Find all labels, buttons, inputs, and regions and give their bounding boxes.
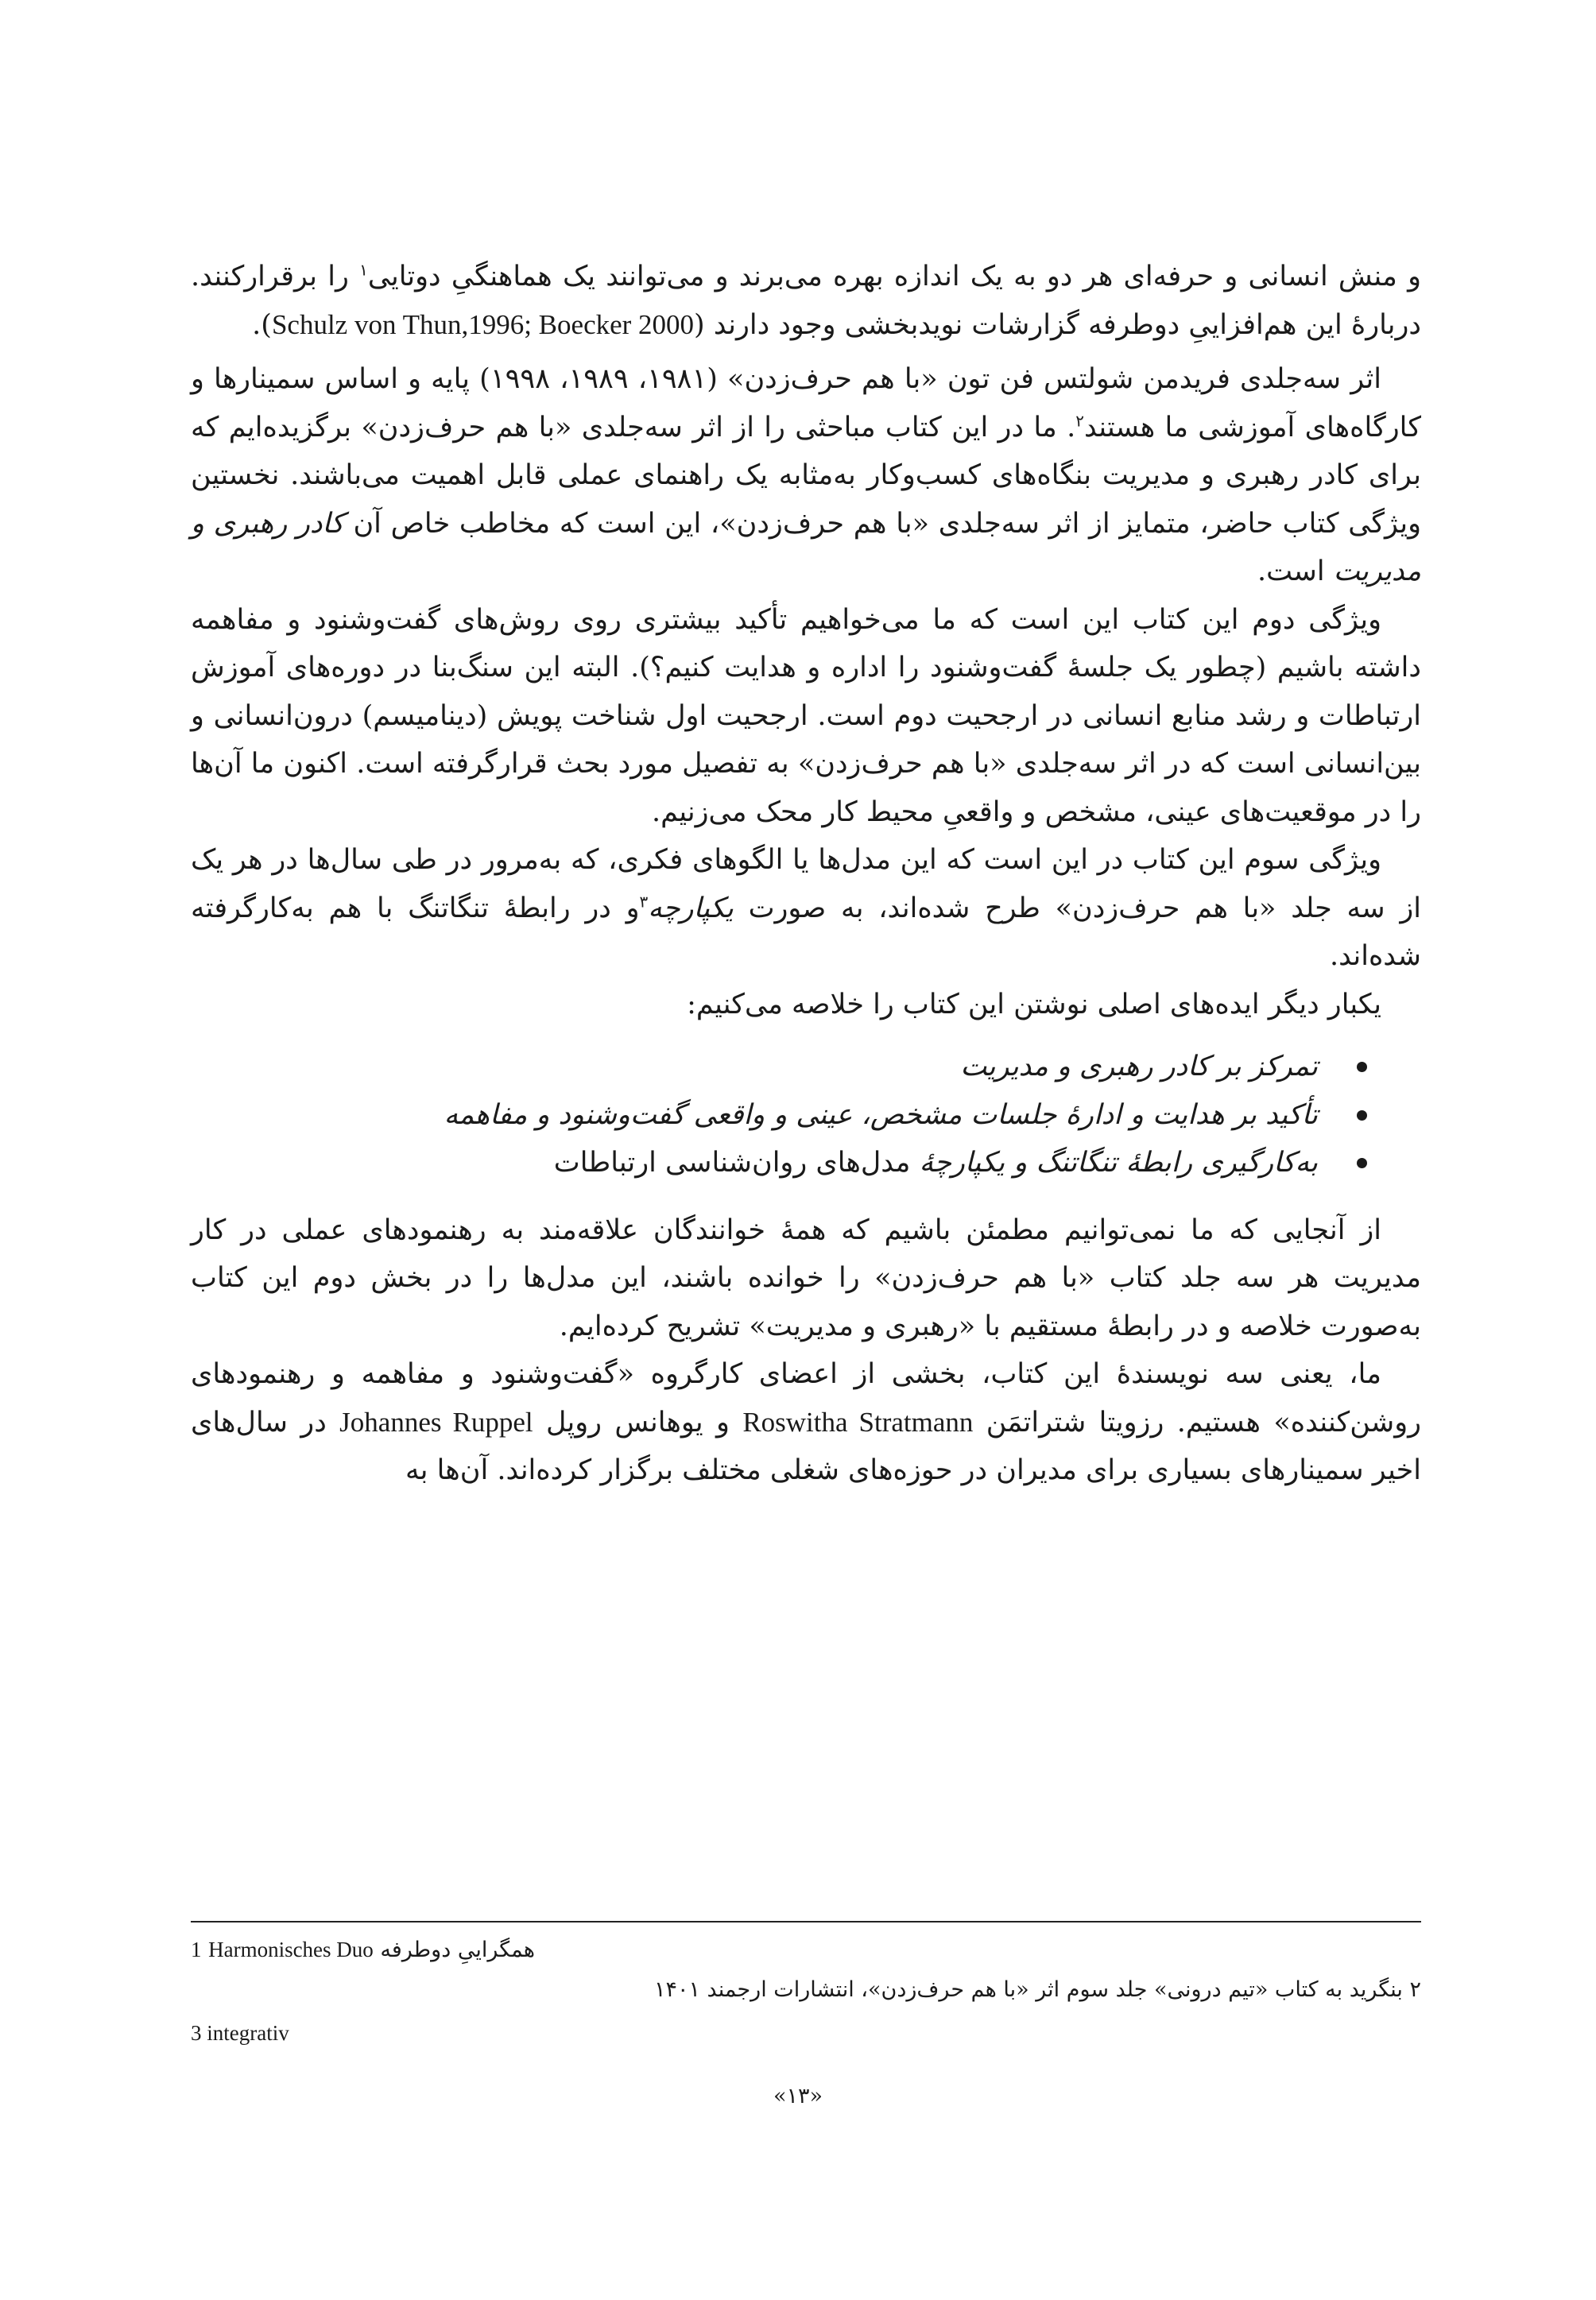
paragraph-3: ویژگی دوم این کتاب این است که ما می‌خواهیم تأکید بیشتری روی روش‌های گفت‌وشنود و مفاهمه داشته باشیم (چطور یک جلسهٔ گفت‌وشنود را اداره و هدایت کنیم؟). البته این سنگ‌بنا در دوره‌های آموزش ارتباطات و رشد منابع انسانی در ارجحیت دوم است. ارجحیت اول شناخت پویش (دینامیسم) درون‌انسانی و بین‌انسانی است که در اثر سه‌جلدی «با هم حرف‌زدن» به تفصیل مورد بحث قرارگرفته است. اکنون ما آن‌ها را در موقعیت‌های عینی، مشخص و واقعیِ محیط کار محک می‌زنیم. — [191, 603, 1421, 828]
citation: Schulz von Thun,1996; Boecker 2000 — [271, 308, 695, 340]
bullet-list — [191, 1043, 1421, 1187]
paragraph-2: اثر سه‌جلدی فریدمن شولتس فن تون «با هم حرف‌زدن» (۱۹۸۱، ۱۹۸۹، ۱۹۹۸) پایه و اساس سمینارها و کارگاه‌های آموزشی ما هستند$^۲$. ما در این کتاب مباحثی را از اثر سه‌جلدی «با هم حرف‌زدن» برگزیده‌ایم که برای کادر رهبری و مدیریت بنگاه‌های کسب‌وکار به‌مثابه یک راهنمای عملی قابل اهمیت می‌باشند. نخستین ویژگی کتاب حاضر، متمایز از اثر سه‌جلدی «با هم حرف‌زدن»، این است که مخاطب خاص آن کادر رهبری و مدیریت است. — [191, 363, 1422, 587]
emphasis-leadership: کادر رهبری و مدیریت — [191, 507, 1421, 587]
page-number: «۱۳» — [773, 2084, 823, 2108]
emphasis-integrated: یکپارچه — [648, 892, 734, 924]
paragraph-7: ما، یعنی سه نویسندهٔ این کتاب، بخشی از اعضای کارگروه «گفت‌وشنود و مفاهمه و رهنمودهای روشن‌کننده» هستیم. رزویتا شتراتمَن Roswitha Stratmann و یوهانس روپل Johannes Ruppel در سال‌های اخیر سمینارهای بسیاری برای مدیران در حوزه‌های شغلی مختلف برگزار کرده‌اند. آن‌ها به — [191, 1358, 1421, 1486]
bullet-icon — [1357, 1110, 1367, 1121]
footnote-divider — [191, 1921, 1421, 1922]
footnote-2: ۲ بنگرید به کتاب «تیم درونی» جلد سوم اثر «با هم حرف‌زدن»، انتشارات ارجمند ۱۴۰۱ — [653, 1977, 1421, 2002]
body-text — [191, 253, 1421, 1495]
footnote-ref-2[interactable]: ۲ — [1075, 410, 1085, 430]
paragraph-6: از آنجایی که ما نمی‌توانیم مطمئن باشیم که همهٔ خوانندگان علاقه‌مند به رهنمودهای عملی در کار مدیریت هر سه جلد کتاب «با هم حرف‌زدن» را خوانده باشند، این مدل‌ها را در بخش دوم این کتاب به‌صورت خلاصه و در رابطهٔ مستقیم با «رهبری و مدیریت» تشریح کرده‌ایم. — [191, 1214, 1421, 1342]
footnote-ref-3[interactable]: ۳ — [639, 891, 649, 911]
footnote-3: 3 integrativ — [191, 2021, 289, 2045]
author-name-stratmann: Roswitha Stratmann — [742, 1406, 974, 1438]
list-item: تأکید بر هدایت و ادارهٔ جلسات مشخص، عینی و واقعی گفت‌وشنود و مفاهمه — [191, 1091, 1373, 1140]
footnote-1: 1 Harmonisches Duo همگراییِ دوطرفه — [191, 1938, 535, 1962]
author-name-ruppel: Johannes Ruppel — [339, 1406, 533, 1438]
footnote-ref-1[interactable]: ۱ — [359, 260, 368, 280]
paragraph-4: ویژگی سوم این کتاب در این است که این مدل‌ها یا الگوهای فکری، که به‌مرور در طی سال‌ها در هر یک از سه جلد «با هم حرف‌زدن» طرح شده‌اند، به صورت یکپارچه$^۳$و در رابطهٔ تنگاتنگ با هم به‌کارگرفته شده‌اند. — [191, 844, 1421, 972]
paragraph-5: یکبار دیگر ایده‌های اصلی نوشتن این کتاب را خلاصه می‌کنیم: — [687, 988, 1381, 1020]
list-item: تمرکز بر کادر رهبری و مدیریت — [191, 1043, 1373, 1091]
paragraph-1: و منش انسانی و حرفه‌ای هر دو به یک اندازه بهره می‌برند و می‌توانند یک هماهنگیِ دوتایی$^۱$ را برقرارکنند. دربارهٔ این هم‌افزاییِ دوطرفه گزارشات نویدبخشی وجود دارند (Schulz von Thun,1996; Boecker 2000). — [191, 260, 1421, 341]
list-item: به‌کارگیری رابطهٔ تنگاتنگ و یکپارچهٔ مدل‌های روان‌شناسی ارتباطات — [191, 1139, 1373, 1187]
bullet-icon — [1357, 1062, 1367, 1072]
bullet-icon — [1357, 1158, 1367, 1168]
